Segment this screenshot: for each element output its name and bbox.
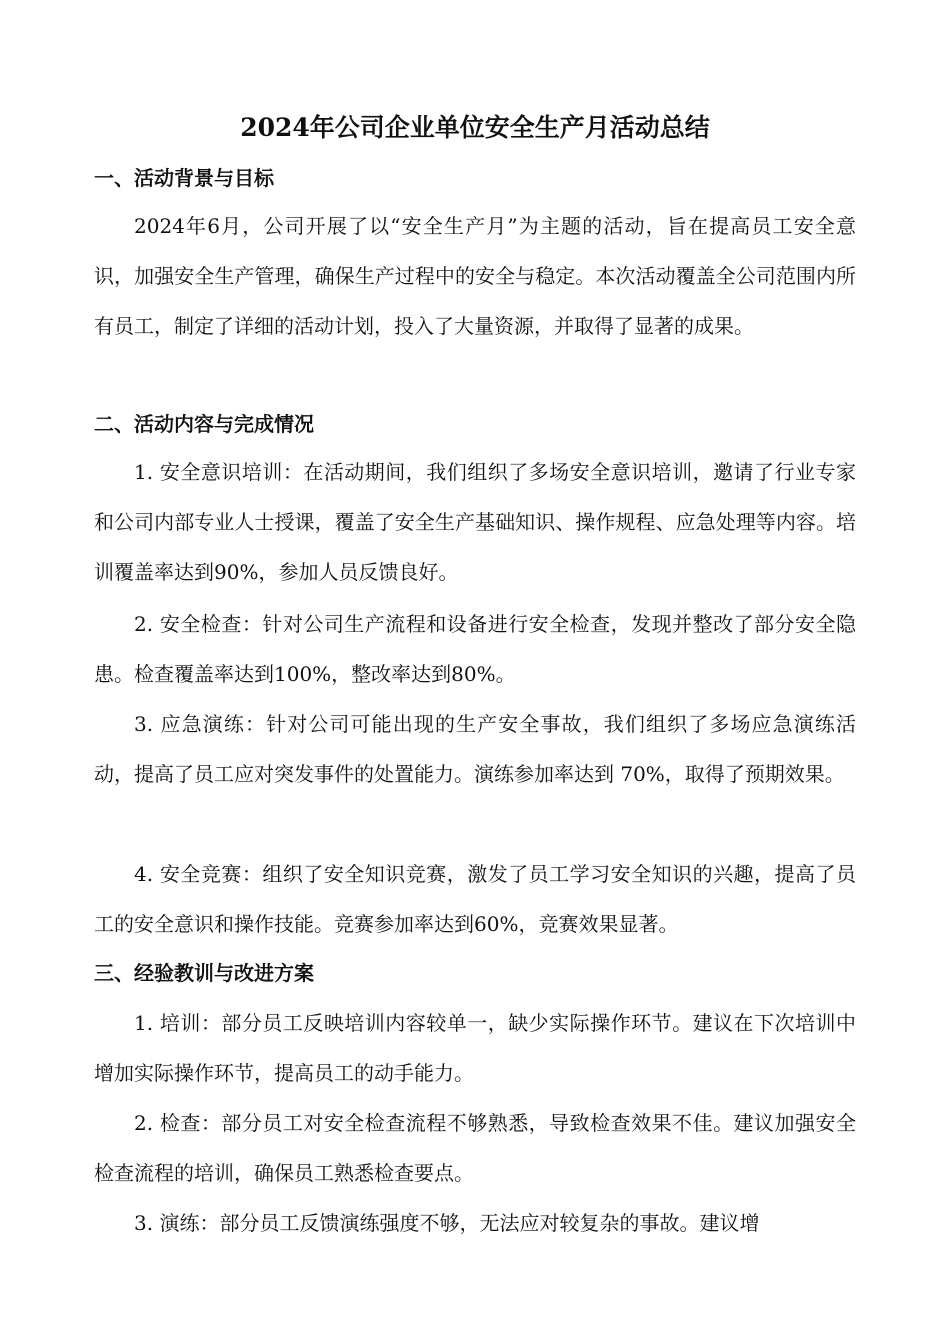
paragraph-background: 2024年6月，公司开展了以“安全生产月”为主题的活动，旨在提高员工安全意识，加强安全生产管理，确保生产过程中的安全与稳定。本次活动覆盖全公司范围内所有员工，制定了详细的活动计划，投入了大量资源，并取得了显著的成果。 [94, 214, 856, 338]
document-page [94, 0, 856, 1344]
paragraph-lesson-drill: 3. 演练：部分员工反馈演练强度不够，无法应对较复杂的事故。建议增 [134, 1211, 760, 1235]
paragraph-inspection: 2. 安全检查：针对公司生产流程和设备进行安全检查，发现并整改了部分安全隐患。检查覆盖率达到100%，整改率达到80%。 [94, 612, 856, 686]
section-heading-background: 一、活动背景与目标 [94, 166, 274, 190]
paragraph-lesson-training: 1. 培训：部分员工反映培训内容较单一，缺少实际操作环节。建议在下次培训中增加实际操作环节，提高员工的动手能力。 [94, 1011, 856, 1085]
paragraph-lesson-inspection: 2. 检查：部分员工对安全检查流程不够熟悉，导致检查效果不佳。建议加强安全检查流程的培训，确保员工熟悉检查要点。 [94, 1111, 856, 1185]
section-heading-activities: 二、活动内容与完成情况 [94, 412, 314, 436]
paragraph-drill: 3. 应急演练：针对公司可能出现的生产安全事故，我们组织了多场应急演练活动，提高了员工应对突发事件的处置能力。演练参加率达到 70%，取得了预期效果。 [94, 712, 856, 786]
paragraph-competition: 4. 安全竞赛：组织了安全知识竞赛，激发了员工学习安全知识的兴趣，提高了员工的安全意识和操作技能。竞赛参加率达到60%，竞赛效果显著。 [94, 862, 856, 936]
document-title: 2024年公司企业单位安全生产月活动总结 [240, 113, 710, 142]
paragraph-training: 1. 安全意识培训：在活动期间，我们组织了多场安全意识培训，邀请了行业专家和公司内部专业人士授课，覆盖了安全生产基础知识、操作规程、应急处理等内容。培训覆盖率达到90%，参加人员反馈良好。 [94, 460, 856, 584]
section-heading-lessons: 三、经验教训与改进方案 [94, 961, 314, 985]
